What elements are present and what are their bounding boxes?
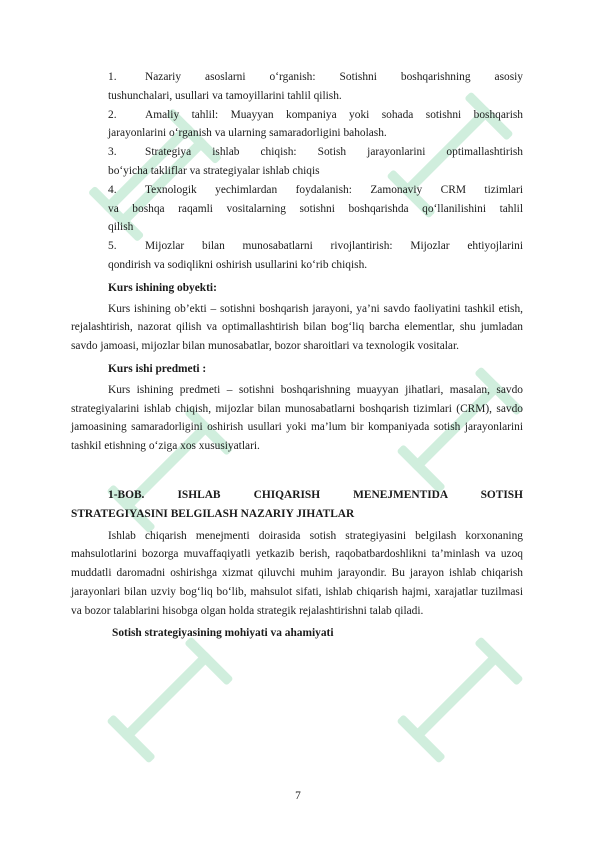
list-item-text: Mijozlar bilan munosabatlarni rivojlantirish: Mijozlar ehtiyojlarini bbox=[145, 240, 523, 253]
chapter-heading: 1-BOB. ISHLAB CHIQARISH MENEJMENTIDA SOTISH bbox=[108, 488, 523, 501]
subject-heading: Kurs ishi predmeti : bbox=[108, 362, 207, 375]
list-item-continuation: bo‘yicha takliflar va strategiyalar ishlab chiqis bbox=[108, 164, 320, 177]
list-item-text: Nazariy asoslarni o‘rganish: Sotishni boshqarishning asosiy bbox=[145, 71, 523, 83]
object-heading: Kurs ishining obyekti: bbox=[108, 281, 217, 294]
list-item-text: Amaliy tahlil: Muayyan kompaniya yoki sohada sotishni boshqarish bbox=[145, 108, 523, 121]
list-item-text: Texnologik yechimlardan foydalanish: Zamonaviy CRM tizimlari bbox=[145, 183, 523, 196]
chapter-paragraph: Ishlab chiqarish menejmenti doirasida sotish strategiyasini belgilash korxonaning mahsulotlarini bozorga muvaffaqiyatli yetkazib berish, raqobatbardoshlikni ta’minlash va uzoq muddatli daromadni oshirishga xizmat qiluvchi muhim jarayondir. Bu jarayon ishlab chiqarish jarayonlari bilan uzviy bog‘liq bo‘lib, mahsulot sifati, ishlab chiqarish hajmi, xarajatlar tuzilmasi va bozor talablarini hisobga olgan holda strategik rejalashtirishni talab qiladi. bbox=[71, 529, 523, 617]
list-item-continuation: qilish bbox=[108, 221, 134, 234]
list-item bbox=[108, 106, 523, 125]
object-paragraph: Kurs ishining ob’ekti – sotishni boshqarish jarayoni, ya’ni savdo faoliyatini tashkil etish, rejalashtirish, nazorat qilish va optimallashtirish bilan bog‘liq barcha elementlar, shu jumladan savdo jamoasi, mijozlar bilan munosabatlar, bozor sharoitlari va texnologik vositalar. bbox=[71, 302, 523, 353]
list-number: 2. bbox=[108, 108, 117, 121]
list-number: 1. bbox=[108, 71, 117, 83]
objectives-list bbox=[108, 68, 523, 275]
list-item bbox=[108, 143, 523, 162]
chapter-heading-continued: STRATEGIYASINI BELGILASH NAZARIY JIHATLAR bbox=[71, 507, 355, 520]
subject-paragraph: Kurs ishining predmeti – sotishni boshqarishning muayyan jihatlari, masalan, savdo strategiyalarini ishlab chiqish, mijozlar bilan munosabatlarni boshqarish tizimlari (CRM), savdo jamoasining samaradorligini oshirish usullari yoki ma’lum bir kompaniyada sotish jarayonlarini tashkil etishning o‘ziga xos xususiyatlari. bbox=[71, 383, 523, 453]
page-content bbox=[71, 68, 523, 642]
list-item bbox=[108, 181, 523, 200]
list-item-continuation: jarayonlarini o‘rganish va ularning samaradorligini baholash. bbox=[108, 127, 387, 140]
list-item bbox=[108, 237, 523, 256]
list-number: 4. bbox=[108, 183, 117, 196]
list-item-continuation: va boshqa raqamli vositalarning sotishni boshqarishda qo‘llanilishini tahlil bbox=[108, 202, 523, 215]
list-item-continuation: qondirish va sodiqlikni oshirish usullarini ko‘rib chiqish. bbox=[108, 258, 368, 271]
list-item-continuation: tushunchalari, usullari va tamoyillarini tahlil qilish. bbox=[108, 89, 342, 102]
list-number: 3. bbox=[108, 146, 117, 159]
section-heading: Sotish strategiyasining mohiyati va ahamiyati bbox=[112, 626, 334, 639]
list-item bbox=[108, 68, 523, 87]
page-number: 7 bbox=[295, 790, 301, 802]
list-number: 5. bbox=[108, 240, 117, 253]
list-item-text: Strategiya ishlab chiqish: Sotish jarayonlarini optimallashtirish bbox=[145, 146, 523, 159]
